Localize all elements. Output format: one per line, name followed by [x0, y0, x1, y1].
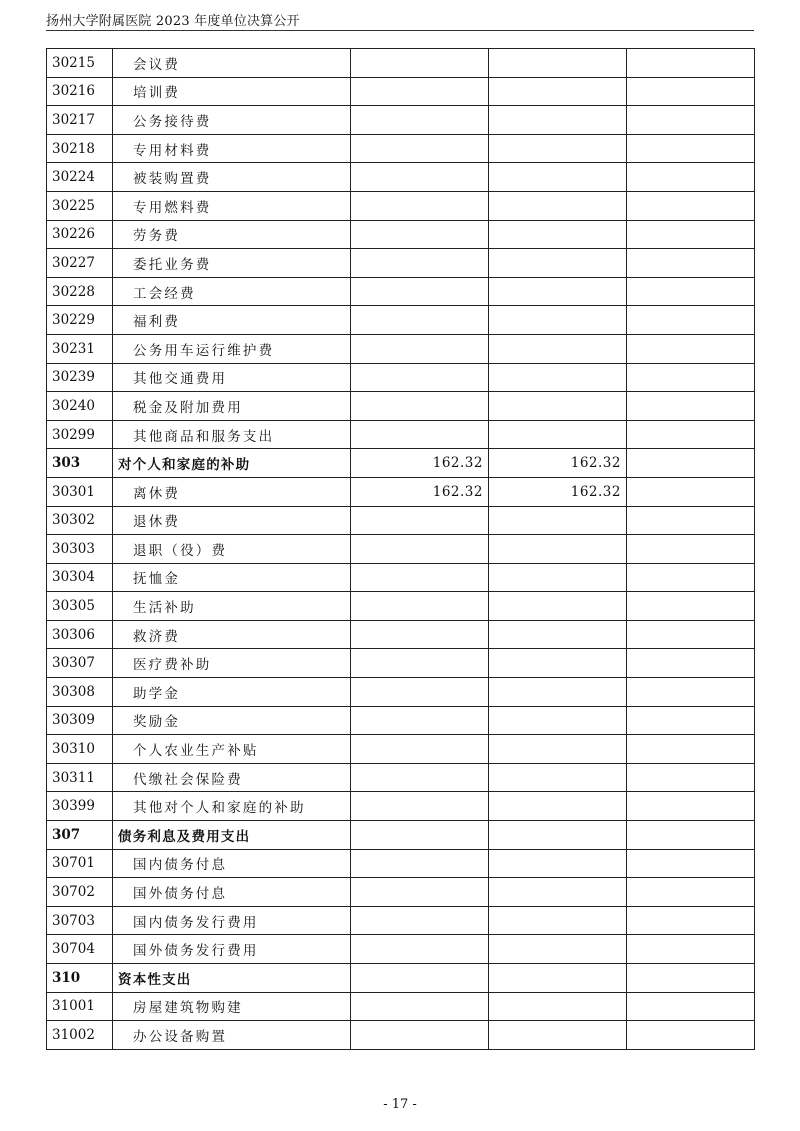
amount-cell-2: [489, 706, 627, 735]
account-code-cell: 30215: [47, 49, 113, 78]
account-code-cell: 30229: [47, 306, 113, 335]
table-row: [47, 277, 755, 306]
amount-cell-3: [627, 878, 755, 907]
amount-cell-3: [627, 821, 755, 850]
account-code-cell: 30228: [47, 277, 113, 306]
account-name-cell: 离休费: [113, 477, 351, 506]
account-code-cell: 30307: [47, 649, 113, 678]
amount-cell-2: [489, 906, 627, 935]
page-header-title: 扬州大学附属医院 2023 年度单位决算公开: [46, 14, 300, 29]
table-row: [47, 334, 755, 363]
account-name-cell: 债务利息及费用支出: [113, 821, 351, 850]
table-row: [47, 506, 755, 535]
amount-cell-1: [351, 964, 489, 993]
table-row: [47, 134, 755, 163]
table-row: [47, 620, 755, 649]
budget-table: [46, 48, 755, 1050]
amount-cell-3: [627, 678, 755, 707]
account-code-cell: 30218: [47, 134, 113, 163]
account-name-cell: 对个人和家庭的补助: [113, 449, 351, 478]
account-name-cell: 助学金: [113, 678, 351, 707]
account-name-cell: 生活补助: [113, 592, 351, 621]
amount-cell-2: [489, 1021, 627, 1050]
amount-cell-2: [489, 763, 627, 792]
amount-cell-2: [489, 935, 627, 964]
amount-cell-2: [489, 678, 627, 707]
table-row: [47, 1021, 755, 1050]
table-row: [47, 592, 755, 621]
amount-cell-1: [351, 363, 489, 392]
table-row: [47, 477, 755, 506]
account-name-cell: 国外债务付息: [113, 878, 351, 907]
amount-cell-3: [627, 163, 755, 192]
account-name-cell: 培训费: [113, 77, 351, 106]
page-number: - 17 -: [383, 1097, 417, 1112]
amount-cell-3: [627, 906, 755, 935]
amount-cell-1: 162.32: [351, 477, 489, 506]
amount-cell-1: [351, 763, 489, 792]
account-name-cell: 公务用车运行维护费: [113, 334, 351, 363]
amount-cell-1: [351, 506, 489, 535]
account-code-cell: 30399: [47, 792, 113, 821]
amount-cell-2: [489, 420, 627, 449]
account-name-cell: 专用燃料费: [113, 191, 351, 220]
amount-cell-2: [489, 649, 627, 678]
account-code-cell: 30306: [47, 620, 113, 649]
account-code-cell: 30311: [47, 763, 113, 792]
amount-cell-1: [351, 849, 489, 878]
amount-cell-3: [627, 735, 755, 764]
amount-cell-1: [351, 134, 489, 163]
account-code-cell: 30701: [47, 849, 113, 878]
account-code-cell: 303: [47, 449, 113, 478]
account-code-cell: 30703: [47, 906, 113, 935]
account-name-cell: 会议费: [113, 49, 351, 78]
amount-cell-1: [351, 163, 489, 192]
table-row: [47, 106, 755, 135]
amount-cell-3: [627, 620, 755, 649]
table-row: [47, 964, 755, 993]
account-code-cell: 30299: [47, 420, 113, 449]
table-row: [47, 363, 755, 392]
account-code-cell: 30216: [47, 77, 113, 106]
account-name-cell: 其他商品和服务支出: [113, 420, 351, 449]
amount-cell-2: [489, 735, 627, 764]
amount-cell-2: [489, 563, 627, 592]
table-row: [47, 906, 755, 935]
account-name-cell: 办公设备购置: [113, 1021, 351, 1050]
account-code-cell: 30239: [47, 363, 113, 392]
amount-cell-1: [351, 306, 489, 335]
table-row: [47, 449, 755, 478]
amount-cell-3: [627, 563, 755, 592]
account-code-cell: 30240: [47, 392, 113, 421]
budget-table-body: [47, 49, 755, 1050]
account-code-cell: 30225: [47, 191, 113, 220]
table-row: [47, 392, 755, 421]
amount-cell-2: [489, 134, 627, 163]
amount-cell-2: [489, 535, 627, 564]
amount-cell-1: [351, 77, 489, 106]
amount-cell-2: [489, 849, 627, 878]
account-name-cell: 被装购置费: [113, 163, 351, 192]
account-code-cell: 30217: [47, 106, 113, 135]
amount-cell-1: [351, 906, 489, 935]
account-name-cell: 医疗费补助: [113, 649, 351, 678]
amount-cell-2: [489, 620, 627, 649]
account-code-cell: 30302: [47, 506, 113, 535]
account-code-cell: 30231: [47, 334, 113, 363]
account-name-cell: 专用材料费: [113, 134, 351, 163]
amount-cell-1: [351, 1021, 489, 1050]
table-row: [47, 706, 755, 735]
table-row: [47, 191, 755, 220]
table-row: [47, 163, 755, 192]
amount-cell-3: [627, 49, 755, 78]
table-row: [47, 49, 755, 78]
amount-cell-1: [351, 334, 489, 363]
amount-cell-2: [489, 163, 627, 192]
amount-cell-3: [627, 449, 755, 478]
amount-cell-2: [489, 392, 627, 421]
account-name-cell: 救济费: [113, 620, 351, 649]
amount-cell-1: [351, 678, 489, 707]
table-row: [47, 563, 755, 592]
amount-cell-1: [351, 649, 489, 678]
amount-cell-1: [351, 735, 489, 764]
account-name-cell: 奖励金: [113, 706, 351, 735]
account-name-cell: 代缴社会保险费: [113, 763, 351, 792]
account-code-cell: 30309: [47, 706, 113, 735]
amount-cell-1: [351, 277, 489, 306]
account-name-cell: 国内债务发行费用: [113, 906, 351, 935]
account-name-cell: 抚恤金: [113, 563, 351, 592]
amount-cell-3: [627, 1021, 755, 1050]
account-code-cell: 30308: [47, 678, 113, 707]
amount-cell-3: [627, 477, 755, 506]
account-name-cell: 其他交通费用: [113, 363, 351, 392]
table-row: [47, 935, 755, 964]
table-row: [47, 420, 755, 449]
table-row: [47, 821, 755, 850]
amount-cell-2: [489, 334, 627, 363]
account-name-cell: 国内债务付息: [113, 849, 351, 878]
amount-cell-3: [627, 763, 755, 792]
account-name-cell: 税金及附加费用: [113, 392, 351, 421]
amount-cell-1: [351, 191, 489, 220]
account-name-cell: 委托业务费: [113, 249, 351, 278]
amount-cell-1: [351, 420, 489, 449]
table-row: [47, 849, 755, 878]
amount-cell-1: [351, 535, 489, 564]
amount-cell-1: [351, 220, 489, 249]
amount-cell-3: [627, 220, 755, 249]
account-code-cell: 30704: [47, 935, 113, 964]
table-row: [47, 735, 755, 764]
amount-cell-1: [351, 992, 489, 1021]
table-row: [47, 649, 755, 678]
table-row: [47, 306, 755, 335]
amount-cell-2: [489, 106, 627, 135]
amount-cell-3: [627, 77, 755, 106]
amount-cell-3: [627, 706, 755, 735]
account-name-cell: 退职（役）费: [113, 535, 351, 564]
amount-cell-3: [627, 306, 755, 335]
amount-cell-3: [627, 249, 755, 278]
account-code-cell: 30224: [47, 163, 113, 192]
amount-cell-2: [489, 249, 627, 278]
amount-cell-2: [489, 49, 627, 78]
amount-cell-3: [627, 106, 755, 135]
amount-cell-2: [489, 363, 627, 392]
account-name-cell: 劳务费: [113, 220, 351, 249]
amount-cell-3: [627, 506, 755, 535]
account-name-cell: 退休费: [113, 506, 351, 535]
amount-cell-2: 162.32: [489, 449, 627, 478]
amount-cell-3: [627, 392, 755, 421]
account-name-cell: 房屋建筑物购建: [113, 992, 351, 1021]
table-row: [47, 77, 755, 106]
account-code-cell: 31002: [47, 1021, 113, 1050]
amount-cell-1: [351, 563, 489, 592]
table-row: [47, 792, 755, 821]
amount-cell-1: [351, 592, 489, 621]
table-row: [47, 249, 755, 278]
amount-cell-2: [489, 306, 627, 335]
amount-cell-3: [627, 592, 755, 621]
table-row: [47, 535, 755, 564]
amount-cell-3: [627, 964, 755, 993]
account-code-cell: 30303: [47, 535, 113, 564]
amount-cell-2: [489, 191, 627, 220]
amount-cell-3: [627, 420, 755, 449]
amount-cell-3: [627, 649, 755, 678]
amount-cell-1: [351, 249, 489, 278]
account-code-cell: 30305: [47, 592, 113, 621]
table-row: [47, 220, 755, 249]
account-code-cell: 307: [47, 821, 113, 850]
amount-cell-1: [351, 706, 489, 735]
account-code-cell: 30227: [47, 249, 113, 278]
account-name-cell: 国外债务发行费用: [113, 935, 351, 964]
account-code-cell: 30702: [47, 878, 113, 907]
amount-cell-2: [489, 878, 627, 907]
amount-cell-1: [351, 620, 489, 649]
amount-cell-1: 162.32: [351, 449, 489, 478]
amount-cell-1: [351, 106, 489, 135]
table-row: [47, 763, 755, 792]
account-name-cell: 福利费: [113, 306, 351, 335]
amount-cell-2: [489, 277, 627, 306]
account-code-cell: 31001: [47, 992, 113, 1021]
amount-cell-3: [627, 134, 755, 163]
account-name-cell: 公务接待费: [113, 106, 351, 135]
amount-cell-1: [351, 935, 489, 964]
table-row: [47, 878, 755, 907]
amount-cell-2: [489, 77, 627, 106]
amount-cell-3: [627, 277, 755, 306]
account-name-cell: 个人农业生产补贴: [113, 735, 351, 764]
amount-cell-2: [489, 592, 627, 621]
amount-cell-3: [627, 849, 755, 878]
amount-cell-2: [489, 220, 627, 249]
account-code-cell: 30304: [47, 563, 113, 592]
account-code-cell: 30310: [47, 735, 113, 764]
amount-cell-1: [351, 878, 489, 907]
amount-cell-3: [627, 191, 755, 220]
amount-cell-2: [489, 821, 627, 850]
amount-cell-2: [489, 992, 627, 1021]
amount-cell-2: 162.32: [489, 477, 627, 506]
account-name-cell: 资本性支出: [113, 964, 351, 993]
amount-cell-1: [351, 392, 489, 421]
account-code-cell: 30301: [47, 477, 113, 506]
account-code-cell: 310: [47, 964, 113, 993]
account-code-cell: 30226: [47, 220, 113, 249]
amount-cell-1: [351, 792, 489, 821]
amount-cell-2: [489, 506, 627, 535]
amount-cell-3: [627, 334, 755, 363]
account-name-cell: 工会经费: [113, 277, 351, 306]
amount-cell-3: [627, 992, 755, 1021]
amount-cell-2: [489, 792, 627, 821]
header-rule: [46, 30, 754, 31]
table-row: [47, 678, 755, 707]
amount-cell-3: [627, 535, 755, 564]
amount-cell-2: [489, 964, 627, 993]
amount-cell-3: [627, 792, 755, 821]
amount-cell-1: [351, 821, 489, 850]
amount-cell-3: [627, 935, 755, 964]
table-row: [47, 992, 755, 1021]
amount-cell-3: [627, 363, 755, 392]
amount-cell-1: [351, 49, 489, 78]
account-name-cell: 其他对个人和家庭的补助: [113, 792, 351, 821]
